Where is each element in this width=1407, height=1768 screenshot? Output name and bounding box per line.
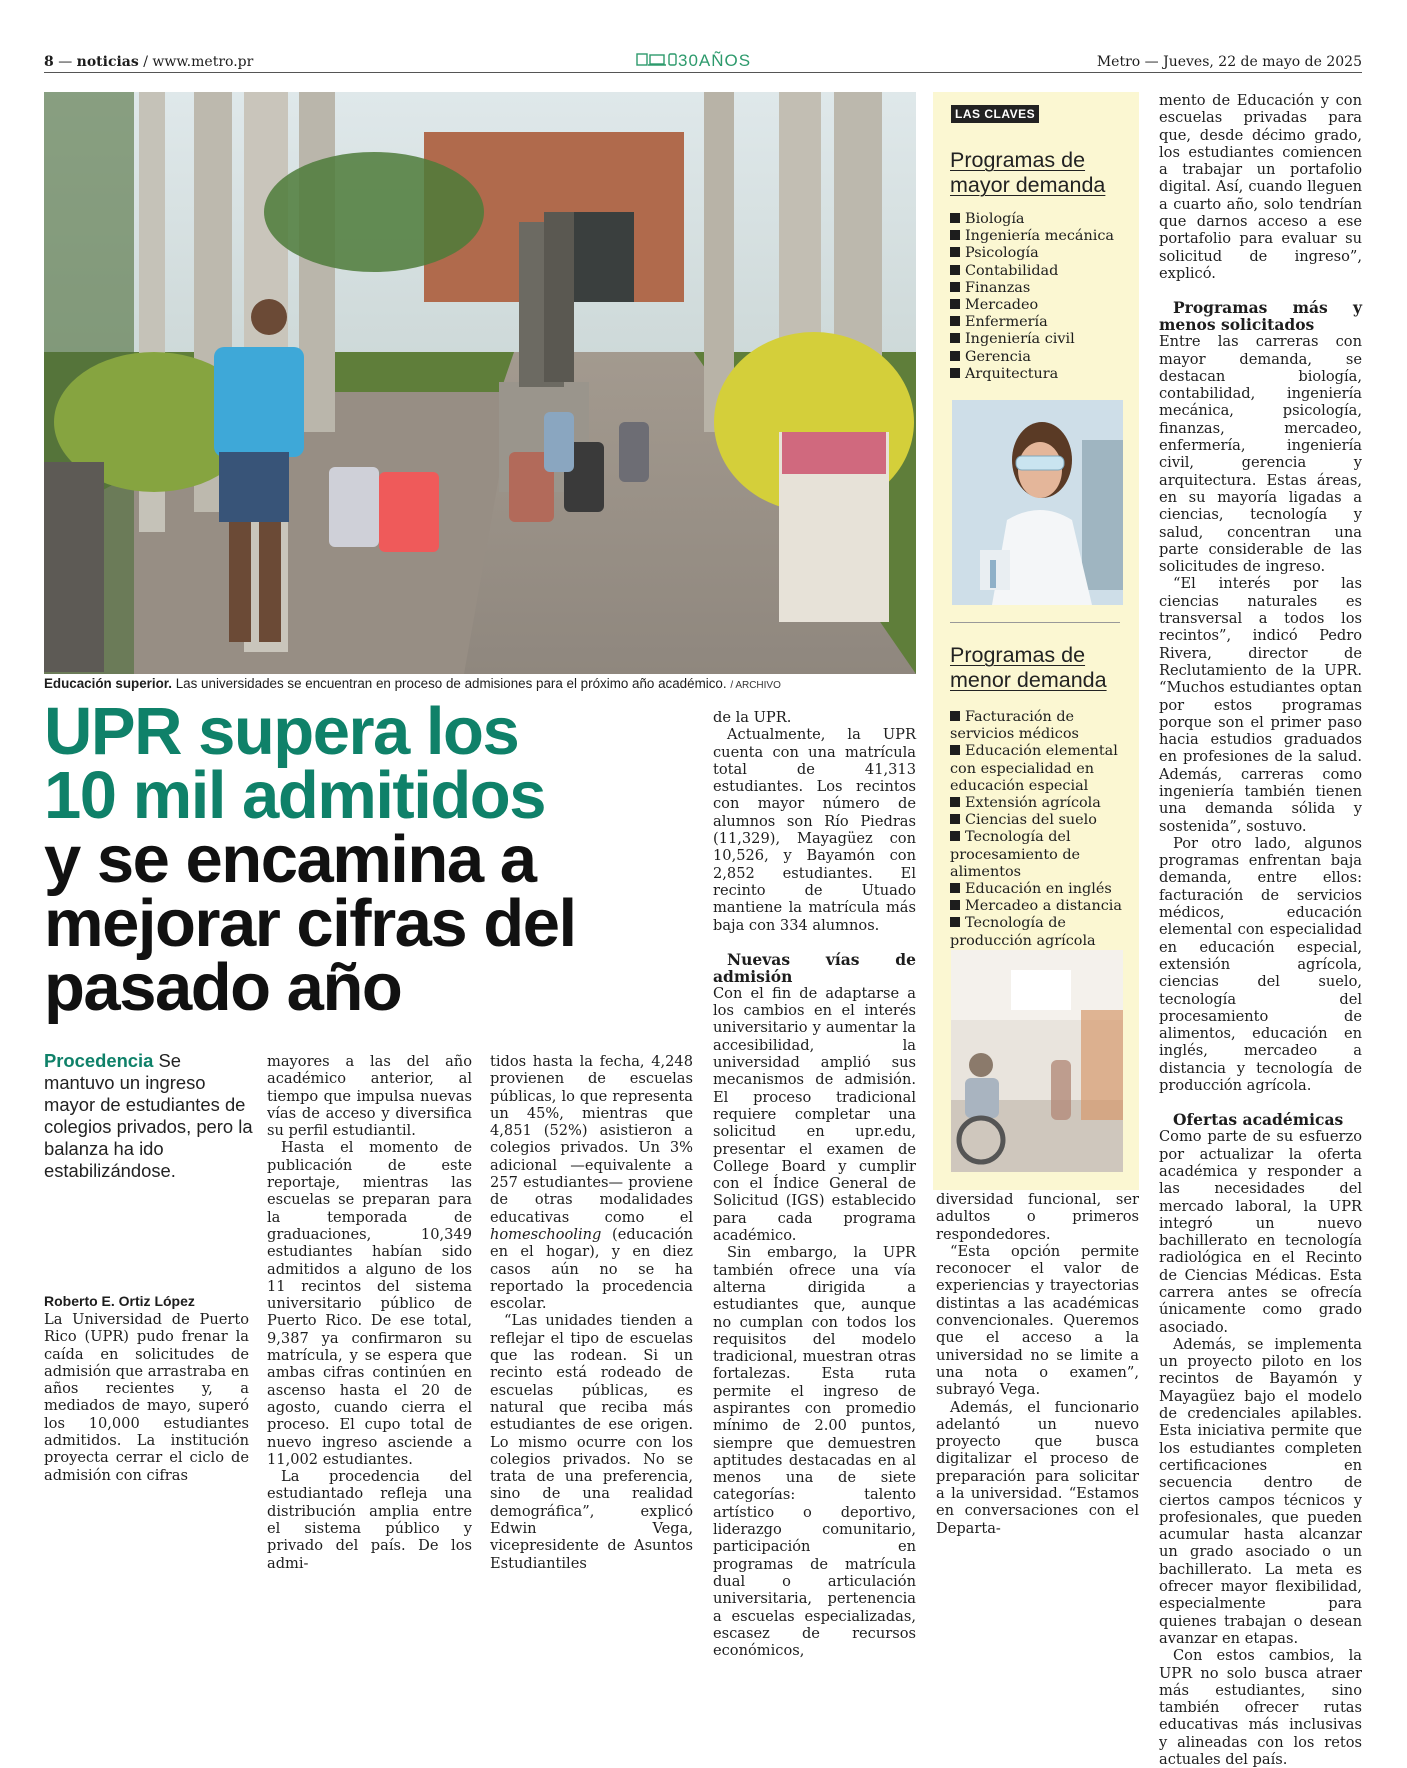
anniversary-text: 30AÑOS [678,51,752,70]
bullet-square-icon [950,299,960,309]
photo-caption [44,676,781,691]
bullet-square-icon [950,831,960,841]
program-name: Psicología [965,245,1039,262]
program-name: Facturación de servicios médicos [950,709,1079,743]
header-rule [44,72,1362,73]
headline-line-5: pasado año [44,950,402,1025]
bullet-square-icon [950,213,960,223]
program-item [950,297,1134,314]
bullet-square-icon [950,333,960,343]
paragraph: Con estos cambios, la UPR no solo busca atraer más estudiantes, sino también ofrecer rutas educativas más inclusivas y alineadas con los retos actuales del país. [1159,1647,1362,1768]
article-column-1 [44,1311,249,1484]
program-name: Enfermería [965,314,1048,331]
program-item [950,709,1134,743]
paragraph: mayores a las del año académico anterior, al tiempo que impulsa nuevas vías de acceso y diversifica su perfil estudiantil. [267,1053,472,1140]
paragraph: La procedencia del estudiantado refleja una distribución amplia entre el sistema público y privado del país. De los admi- [267,1468,472,1572]
page-folio: 8 — noticias / www.metro.pr [44,54,254,70]
caption-text: Las universidades se encuentran en proceso de admisiones para el próximo año académico. [175,676,727,691]
dateline: Metro — Jueves, 22 de mayo de 2025 [1096,54,1362,70]
program-name: Contabilidad [965,262,1059,279]
paragraph: Actualmente, la UPR cuenta con una matrícula total de 41,313 estudiantes. Los recintos con mayor número de alumnos son Río Piedras (11,329), Mayagüez con 10,526, y Bayamón con 2,852 estudiantes. El recinto de Utuado mantiene la matrícula más baja con 334 alumnos. [713,726,916,934]
program-item [950,263,1134,280]
program-name: Extensión agrícola [965,795,1101,812]
paragraph-text: tidos hasta la fecha, 4,248 provienen de escuelas públicas, lo que representa un 45%, mientras que 4,851 (52%) asistieron a colegios privados. Un 3% adicional —equivalente a 257 estudiantes— proviene de otras modalidades educativas como el [490,1053,693,1226]
caption-label: Educación superior. [44,676,172,691]
program-name: Arquitectura [965,365,1059,382]
bullet-square-icon [950,368,960,378]
program-name: Educación elemental con especialidad en educación especial [950,743,1118,794]
article-column-2 [267,1053,472,1572]
bullet-square-icon [950,711,960,721]
program-name: Tecnología de producción agrícola [950,915,1096,949]
paragraph-emphasis: homeschooling [490,1225,602,1243]
program-name: Finanzas [965,279,1031,296]
paragraph: Hasta el momento de publicación de este reportaje, mientras las escuelas se preparan para la temporada de graduaciones, 10,349 estudiantes habían sido admitidos a alguno de los 11 recintos del sistema universitario público de Puerto Rico. De ese total, 9,387 ya confirmaron su matrícula, y se espera que ambas cifras continúen en ascenso hasta el 20 de agosto, cuando cierra el proceso. El cupo total de nuevo ingreso asciende a 11,002 estudiantes. [267,1139,472,1468]
high-demand-list [950,211,1134,383]
program-item [950,211,1134,228]
program-name: Tecnología del procesamiento de alimentos [950,829,1081,880]
paragraph: Por otro lado, algunos programas enfrentan baja demanda, entre ellos: facturación de servicios médicos, educación elemental con especialidad en educación especial, extensión agrícola, ciencias del suelo, tecnología del procesamiento de alimentos, educación en inglés, mercadeo a distancia y tecnología de producción agrícola. [1159,834,1362,1095]
program-item [950,795,1134,812]
program-item [950,881,1134,898]
subheading: Programas más y menos solicitados [1159,298,1362,335]
sidebar-divider [950,622,1120,623]
program-item [950,829,1134,881]
program-item [950,812,1134,829]
hospital-corridor-image [951,950,1123,1172]
article-column-5 [936,1191,1139,1537]
scientist-photo [952,400,1123,605]
program-item [950,331,1134,348]
paragraph: de la UPR. [713,709,792,726]
program-name: Gerencia [965,348,1031,365]
site-url[interactable]: www.metro.pr [152,54,254,70]
program-item [950,280,1134,297]
paragraph: “El interés por las ciencias naturales es transversal a todos los recintos”, indicó Pedro Rivera, director de Reclutamiento de la UPR. “Muchos estudiantes optan por estos programas porque son el primer paso hacia estudios graduados en profesiones de la salud. Además, carreras como ingeniería también tienen una demanda sólida y sostenida”, sostuvo. [1159,575,1362,835]
article-column-3 [490,1053,693,1572]
program-item [950,245,1134,262]
program-name: Mercadeo [965,297,1039,314]
program-item [950,915,1134,949]
bullet-square-icon [950,247,960,257]
devices-icon [636,52,678,67]
bullet-square-icon [950,797,960,807]
program-name: Ingeniería mecánica [965,228,1115,245]
article-column-6 [1159,92,1362,1768]
lab-scientist-image [952,400,1123,605]
paragraph [490,1053,693,1312]
sidebar-tag: LAS CLAVES [951,105,1039,123]
subheading: Nuevas vías de admisión [713,949,916,986]
program-name: Mercadeo a distancia [965,898,1122,915]
headline-line-3: y se encamina a [44,822,536,897]
bullet-square-icon [950,900,960,910]
lead-text: Se mantuvo un ingreso mayor de estudiantes de colegios privados, pero la balanza ha ido estabilizándose. [44,1050,253,1181]
paragraph: La Universidad de Puerto Rico (UPR) pudo frenar la caída en solicitudes de admisión que arrastraba en años recientes y, a mediados de mayo, superó los 10,000 estudiantes admitidos. La institución proyecta cerrar el ciclo de admisión con cifras [44,1311,249,1484]
program-name: Biología [965,211,1025,227]
page-number: 8 [44,54,54,70]
lead-label: Procedencia [44,1050,154,1071]
paragraph: “Las unidades tienden a reflejar el tipo de escuelas que las rodean. Si un recinto está rodeado de escuelas públicas, es natural que reciba más estudiantes de ese origen. Lo mismo ocurre con los colegios privados. No se trata de una preferencia, sino de una realidad demográfica”, explicó Edwin Vega, vicepresidente de Asuntos Estudiantiles [490,1312,693,1572]
bullet-square-icon [950,745,960,755]
program-item [950,366,1134,383]
caption-source: / ARCHIVO [730,680,781,691]
program-item [950,228,1134,245]
bullet-square-icon [950,917,960,927]
program-name: Ciencias del suelo [965,812,1097,829]
bullet-square-icon [950,814,960,824]
headline [44,694,704,1025]
byline: Roberto E. Ortiz López [44,1293,195,1309]
section-name: noticias [76,54,139,70]
headline-line-1: UPR supera los [44,694,519,769]
headline-line-4: mejorar cifras del [44,886,576,961]
program-name: Ingeniería civil [965,331,1075,348]
headline-line-2: 10 mil admitidos [44,758,545,833]
anniversary-logo [636,51,751,71]
program-item [950,349,1134,366]
bullet-square-icon [950,282,960,292]
paragraph: Además, el funcionario adelantó un nuevo proyecto que busca digitalizar el proceso de preparación para solicitar a la universidad. “Estamos en conversaciones con el Departa- [936,1398,1139,1537]
paragraph: Con el fin de adaptarse a los cambios en el interés universitario y aumentar la accesibilidad, la universidad amplió sus mecanismos de admisión. El proceso tradicional requiere completar una solicitud en upr.edu, presentar el examen de College Board y cumplir con el Índice General de Solicitud (IGS) establecido para cada programa académico. [713,984,916,1245]
program-item [950,898,1134,915]
program-item [950,743,1134,795]
program-name: Educación en inglés [965,881,1112,898]
bullet-square-icon [950,230,960,240]
lead-summary [44,1050,254,1182]
paragraph: Sin embargo, la UPR también ofrece una vía alterna dirigida a estudiantes que, aunque no cumplan con todos los requisitos del modelo tradicional, muestran otras fortalezas. Esta ruta permite el ingreso de aspirantes con promedio mínimo de 2.00 puntos, siempre que demuestren aptitudes destacadas en al menos una de siete categorías: talento artístico o deportivo, liderazgo comunitario, participación en programas de matrícula dual o articulación universitaria, pertenencia a escuelas especializadas, escasez de recursos económicos, [713,1244,916,1660]
sidebar-title-low-demand: Programas de menor demanda [950,643,1107,692]
paragraph-text: (educación en el hogar), y en diez casos aún no se ha reportado la procedencia escolar. [490,1225,693,1313]
hospital-photo [951,950,1123,1172]
low-demand-list [950,709,1134,950]
paragraph: Como parte de su esfuerzo por actualizar la oferta académica y responder a las necesidades del mercado laboral, la UPR integró un nuevo bachillerato en tecnología radiológica en el Recinto de Ciencias Médicas. Esta carrera antes se ofrecía únicamente como grado asociado. [1159,1128,1362,1336]
bullet-square-icon [950,265,960,275]
paragraph: Además, se implementa un proyecto piloto en los recintos de Bayamón y Mayagüez bajo el modelo de credenciales apilables. Esta iniciativa permite que los estudiantes completen certificaciones en secuencia dentro de ciertos campos técnicos y profesionales, que pueden acumular hasta alcanzar un grado asociado o un bachillerato. La meta es ofrecer mayor flexibilidad, especialmente para quienes trabajan o desean avanzar en etapas. [1159,1335,1362,1647]
paragraph: “Esta opción permite reconocer el valor de experiencias y trayectorias distintas a las académicas convencionales. Queremos que el acceso a la universidad no se limite a una nota o examen”, subrayó Vega. [936,1242,1139,1399]
paragraph: Entre las carreras con mayor demanda, se destacan biología, contabilidad, ingeniería mecánica, psicología, finanzas, mercadeo, enfermería, ingeniería civil, gerencia y arquitectura. Estas áreas, en su mayoría ligadas a ciencias, tecnología y salud, concentran una parte considerable de las solicitudes de ingreso. [1159,333,1362,576]
bullet-square-icon [950,351,960,361]
bullet-square-icon [950,883,960,893]
paragraph: diversidad funcional, ser adultos o primeros respondedores. [936,1191,1139,1243]
bullet-square-icon [950,316,960,326]
campus-walkway-image [44,92,916,674]
article-column-4 [713,709,916,1659]
subheading: Ofertas académicas [1173,1110,1344,1130]
sidebar-title-high-demand: Programas de mayor demanda [950,148,1106,197]
program-item [950,314,1134,331]
paragraph: mento de Educación y con escuelas privadas para que, desde décimo grado, los estudiantes comiencen a trabajar un portafolio digital. Así, cuando lleguen a cuarto año, solo tendrían que darnos acceso a ese portafolio para evaluar su solicitud de ingreso”, explicó. [1159,92,1362,282]
campus-photo [44,92,916,674]
